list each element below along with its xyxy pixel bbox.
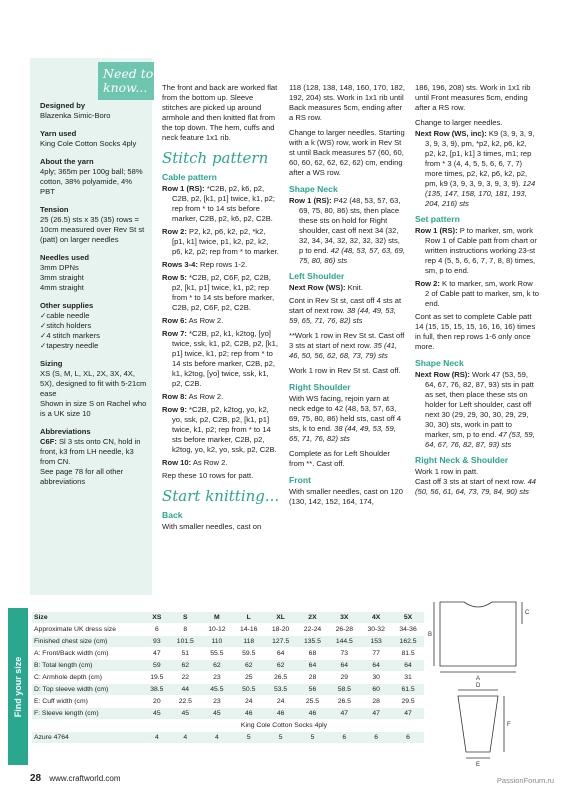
pattern-row [415, 370, 539, 450]
row-label-cell: Approximate UK dress size [32, 624, 144, 636]
sizing-shown-text: Shown in size S on Rachel who is a UK size 10 [40, 399, 147, 418]
row-label: Row 2: [162, 227, 187, 236]
stitch-count: 44 (50, 56, 61, 64, 73, 79, 84, 90) sts [415, 477, 537, 496]
size-value-cell: 28 [297, 672, 329, 684]
row-label: Row 10: [162, 458, 192, 467]
size-value-cell: 45 [201, 708, 233, 720]
supplies-heading: Other supplies [40, 301, 94, 310]
size-value-cell: 118 [233, 636, 265, 648]
pattern-row [162, 184, 280, 224]
row-text: *C2B, p2, k6, p2, C2B, p2, [k1, p1] twice, k1, p2; rep from * to 14 sts before marker, C2B, p2, k6, p2, C2B. [172, 184, 275, 223]
row-label: Row 1 (RS): [415, 226, 458, 235]
pattern-text: Cont as set to complete Cable patt 14 (15, 15, 15, 15, 16, 16, 16) times in full, then rep rows 1-6 only once more. [415, 312, 536, 351]
pattern-text [289, 296, 405, 326]
size-value-cell: 30-32 [360, 624, 392, 636]
size-value-cell: 60 [360, 684, 392, 696]
abbreviations-see-page: See page 78 for all other abbreviations [40, 467, 124, 486]
row-label: Row 6: [162, 316, 187, 325]
size-value-cell: 62 [201, 660, 233, 672]
front-shape-neck-heading: Shape Neck [415, 358, 464, 368]
row-text: *C2B, p2, C6F, p2, C2B, p2, [k1, p1] twice, k1, p2; rep from * to 14 sts before marker, C2B, p2, C6F, p2, C2B. [172, 273, 275, 312]
size-value-cell: 23 [201, 696, 233, 708]
repeat-note: Rep these 10 rows for patt. [162, 471, 254, 480]
size-value-cell: 53.5 [265, 684, 297, 696]
row-label: Row 8: [162, 392, 187, 401]
designer-name: Blazenka Simic-Boro [40, 111, 111, 120]
supply-item: ✓ tapestry needle [40, 341, 148, 351]
row-text: P42 (48, 53, 57, 63, 69, 75, 80, 86) sts, then place these sts on hold for Right shoulder, cast off next 34 (32, 32, 34, 34, 32, 32, 32, 32) sts, p to end. [299, 196, 401, 255]
right-neck-shoulder-heading: Right Neck & Shoulder [415, 455, 509, 465]
pattern-text: Complete as for Left Shoulder from **. Cast off. [289, 449, 390, 468]
table-header-row [32, 612, 424, 624]
sidebar-content [40, 101, 148, 487]
back-body-text: Change to larger needles. Starting with a k (WS) row, work in Rev St st until Back measures 57 (60, 60, 60, 60, 62, 62, 62, 62) cm, ending after a WS row. [289, 128, 405, 177]
back-rib-text: 118 (128, 138, 148, 160, 170, 182, 192, 204) sts. Work in 1x1 rib until Back measures 5cm, ending after a RS row. [289, 83, 405, 122]
size-value-cell: 4 [170, 732, 201, 744]
size-value-cell: 29 [328, 672, 360, 684]
size-value-cell: 25 [233, 672, 265, 684]
size-value-cell: 64 [392, 660, 424, 672]
find-your-size-label: Find your size [13, 656, 23, 717]
row-label-cell: Size [32, 612, 144, 624]
pattern-row [162, 405, 280, 455]
tension-heading: Tension [40, 205, 69, 214]
size-value-cell: 6 [144, 624, 170, 636]
size-value-cell: 47 [328, 708, 360, 720]
table-row [32, 708, 424, 720]
pattern-row [162, 227, 280, 257]
size-value-cell: 5X [392, 612, 424, 624]
row-label: Row 9: [162, 405, 187, 414]
pattern-text [289, 331, 405, 361]
pattern-row [415, 129, 539, 209]
back-text: With smaller needles, cast on [162, 522, 262, 531]
row-label-cell: A: Front/Back width (cm) [32, 648, 144, 660]
size-value-cell: 38.5 [144, 684, 170, 696]
stitch-count: 124 (135, 147, 158, 170, 181, 193, 204, 216) sts [425, 179, 536, 208]
abbreviations-heading: Abbreviations [40, 427, 91, 436]
size-value-cell: 81.5 [392, 648, 424, 660]
needle-item: 3mm DPNs [40, 263, 79, 272]
size-value-cell: L [233, 612, 265, 624]
pattern-row [162, 392, 280, 402]
size-value-cell: 56 [297, 684, 329, 696]
row-text: Cast off 3 sts at start of next row. [415, 477, 528, 486]
size-value-cell: S [170, 612, 201, 624]
size-value-cell: 24 [265, 696, 297, 708]
page-footer [30, 773, 120, 784]
badge-line-1: Need to [103, 66, 154, 81]
back-heading: Back [162, 510, 183, 520]
size-value-cell: 26.5 [328, 696, 360, 708]
size-value-cell: XL [265, 612, 297, 624]
table-row [32, 660, 424, 672]
label-d: D [476, 683, 481, 689]
table-row [32, 696, 424, 708]
pattern-text [415, 477, 539, 497]
size-value-cell: 135.5 [297, 636, 329, 648]
row-label-cell: F: Sleeve length (cm) [32, 708, 144, 720]
row-text: Cont in Rev St st, cast off 4 sts at start of next row. [289, 296, 402, 315]
size-value-cell: 22 [170, 672, 201, 684]
size-value-cell: 61.5 [392, 684, 424, 696]
size-value-cell: 26.5 [265, 672, 297, 684]
size-value-cell: 8 [170, 624, 201, 636]
pattern-column-3 [415, 83, 539, 502]
row-label-cell: Finished chest size (cm) [32, 636, 144, 648]
size-value-cell: 23 [201, 672, 233, 684]
needle-item: 4mm straight [40, 283, 84, 292]
pattern-row [162, 260, 280, 270]
front-rib-text: 186, 196, 208) sts. Work in 1x1 rib until Front measures 5cm, ending after a RS row. [415, 83, 531, 112]
tension-text: 25 (26.5) sts x 35 (35) rows = 10cm measured over Rev St st (patt) on larger needles [40, 215, 145, 244]
stitch-pattern-heading: Stitch pattern [162, 149, 269, 167]
stitch-count: 38 (44, 49, 53, 59, 65, 71, 76, 82) sts [289, 424, 396, 443]
size-value-cell: 64 [297, 660, 329, 672]
yarn-header-row [32, 720, 424, 732]
size-value-cell: 3X [328, 612, 360, 624]
pattern-text: Work 1 row in Rev St st. Cast off. [289, 366, 401, 375]
row-label: Row 2: [415, 279, 440, 288]
size-value-cell: 58.5 [328, 684, 360, 696]
designed-by-heading: Designed by [40, 101, 86, 110]
size-value-cell: 50.5 [233, 684, 265, 696]
size-value-cell: 110 [201, 636, 233, 648]
size-value-cell: 18-20 [265, 624, 297, 636]
size-value-cell: 45 [144, 708, 170, 720]
about-yarn-heading: About the yarn [40, 157, 94, 166]
row-text: *C2B, p2, k2tog, yo, k2, yo, ssk, p2, C2B, p2, [k1, p1] twice, k1, p2; rep from * to 14 sts before marker, C2B, p2, k2tog, yo, k2, yo, ssk, p2, C2B. [172, 405, 277, 454]
size-value-cell: 6 [360, 732, 392, 744]
yarn-header-cell: King Cole Cotton Socks 4ply [144, 720, 424, 732]
size-value-cell: XS [144, 612, 170, 624]
needles-heading: Needles used [40, 253, 89, 262]
size-value-cell: 4 [201, 732, 233, 744]
table-row [32, 648, 424, 660]
size-value-cell: 6 [328, 732, 360, 744]
yarn-used-text: King Cole Cotton Socks 4ply [40, 139, 137, 148]
size-value-cell: 64 [360, 660, 392, 672]
size-value-cell: 5 [265, 732, 297, 744]
size-value-cell: 45 [170, 708, 201, 720]
row-label: Rows 3-4: [162, 260, 198, 269]
stitch-count: 47 (53, 59, 64, 67, 76, 82, 87, 93) sts [425, 430, 535, 449]
label-b: B [428, 632, 433, 638]
size-value-cell: 55.5 [201, 648, 233, 660]
left-shoulder-heading: Left Shoulder [289, 271, 345, 281]
stitch-count: 42 (48, 53, 57, 63, 69, 75, 80, 86) sts [299, 246, 405, 265]
row-text: P2, k2, p6, k2, p2, *k2, [p1, k1] twice, p1, k2, p2, k2, p6, k2, p2; rep from * to marker. [172, 227, 279, 256]
front-text: With smaller needles, cast on 120 (130, 142, 152, 164, 174, [289, 487, 403, 506]
row-text: As Row 2. [186, 392, 224, 401]
size-value-cell: 64 [328, 660, 360, 672]
size-value-cell: 101.5 [170, 636, 201, 648]
row-label-cell: E: Cuff width (cm) [32, 696, 144, 708]
row-label-cell: D: Top sleeve width (cm) [32, 684, 144, 696]
label-e: E [476, 762, 481, 767]
size-value-cell: 10-12 [201, 624, 233, 636]
find-your-size-tab [8, 608, 28, 765]
size-value-cell: 25.5 [297, 696, 329, 708]
label-a: A [476, 676, 481, 682]
size-value-cell: 77 [360, 648, 392, 660]
size-value-cell: 5 [297, 732, 329, 744]
table-row [32, 684, 424, 696]
size-value-cell: 62 [170, 660, 201, 672]
row-text: Work 47 (53, 59, 64, 67, 76, 82, 87, 93) sts in patt as set, then place these sts on holder for Left shoulder, cast off next 30 (29, 29, 30, 30, 29, 29, 30, 30) sts, work in patt to marker, sm, p to end. [425, 370, 534, 439]
size-value-cell: 47 [144, 648, 170, 660]
row-text: K to marker, sm, work Row 2 of Cable patt to marker, sm, k to end. [425, 279, 539, 308]
row-text: With WS facing, rejoin yarn at neck edge to 42 (48, 53, 57, 63, 69, 75, 80, 86) held sts, cast off 4 sts, k to end. [289, 394, 402, 433]
size-value-cell: 46 [297, 708, 329, 720]
stitch-count: 35 (41, 46, 50, 56, 62, 68, 73, 79) sts [289, 341, 398, 360]
size-value-cell: 73 [328, 648, 360, 660]
size-value-cell: 14-16 [233, 624, 265, 636]
row-label-cell: B: Total length (cm) [32, 660, 144, 672]
pattern-row [289, 283, 405, 293]
size-value-cell: 34-36 [392, 624, 424, 636]
yarn-row [32, 732, 424, 744]
pattern-row [162, 458, 280, 468]
label-f: F [507, 722, 511, 728]
abbr-definition: Sl 3 sts onto CN, hold in front, k3 from LH needle, k3 from CN. [40, 437, 141, 466]
row-label-cell: Azure 4764 [32, 732, 144, 744]
start-knitting-heading: Start knitting... [162, 487, 280, 505]
back-shape-neck-heading: Shape Neck [289, 184, 338, 194]
stitch-count: 38 (44, 49, 53, 59, 65, 71, 76, 82) sts [289, 306, 396, 325]
size-value-cell: 162.5 [392, 636, 424, 648]
pattern-row [289, 196, 405, 266]
pattern-row [162, 316, 280, 326]
table-row [32, 636, 424, 648]
body-outline [440, 602, 516, 666]
size-table-body [32, 612, 424, 744]
supply-item: ✓ stitch holders [40, 321, 148, 331]
sleeve-outline [458, 696, 498, 752]
size-value-cell: 2X [297, 612, 329, 624]
row-text: Rep rows 1-2. [197, 260, 248, 269]
row-text: Knit. [345, 283, 363, 292]
abbreviation-c6f [40, 437, 148, 467]
row-label: Row 7: [162, 329, 187, 338]
watermark: PassionForum.ru [496, 776, 554, 785]
pattern-column-1 [162, 83, 280, 537]
table-row [32, 624, 424, 636]
size-value-cell: 46 [265, 708, 297, 720]
size-value-cell: 59 [144, 660, 170, 672]
size-value-cell: 22.5 [170, 696, 201, 708]
site-url: www.craftworld.com [49, 774, 121, 783]
size-value-cell: 28 [360, 696, 392, 708]
pattern-row [162, 329, 280, 389]
yarn-used-heading: Yarn used [40, 129, 77, 138]
front-change-text: Change to larger needles. [415, 118, 503, 127]
label-c: C [525, 610, 530, 616]
row-label: Row 1 (RS): [162, 184, 205, 193]
size-table [32, 612, 424, 744]
row-label: Row 1 (RS): [289, 196, 332, 205]
blank-cell [32, 720, 144, 732]
supply-item: ✓ cable needle [40, 311, 148, 321]
pattern-row [162, 273, 280, 313]
pattern-row [415, 226, 539, 276]
pattern-row [415, 279, 539, 309]
row-text: K9 (3, 9, 3, 9, 3, 9, 3, 9), pm, *p2, k2, p6, k2, p2, k2, [p1, k1] 3 times, m1; rep from * 3 (4, 4, 5, 5, 6, 6, 7, 7) more times, p2, k2, p6, k2, p2, pm, k9 (3, 9, 3, 9, 3, 9, 3, 9). [425, 129, 535, 188]
size-value-cell: 64 [265, 648, 297, 660]
about-yarn-text: 4ply; 365m per 100g ball; 58% cotton, 38% polyamide, 4% PBT [40, 167, 143, 196]
size-value-cell: 93 [144, 636, 170, 648]
abbr-term: C6F: [40, 437, 57, 446]
size-value-cell: 62 [265, 660, 297, 672]
pattern-text: Work 1 row in patt. [415, 467, 479, 476]
size-value-cell: 46 [233, 708, 265, 720]
row-text: **Work 1 row in Rev St st. Cast off 3 sts at start of next row. [289, 331, 405, 350]
sizing-heading: Sizing [40, 359, 63, 368]
size-value-cell: 22-24 [297, 624, 329, 636]
badge-line-2: know... [103, 80, 148, 95]
row-label: Next Row (RS): [415, 370, 470, 379]
page-number: 28 [30, 773, 42, 784]
right-shoulder-heading: Right Shoulder [289, 382, 351, 392]
size-value-cell: 144.5 [328, 636, 360, 648]
size-value-cell: 24 [233, 696, 265, 708]
front-heading: Front [289, 475, 311, 485]
size-value-cell: 5 [233, 732, 265, 744]
size-value-cell: 19.5 [144, 672, 170, 684]
row-label: Next Row (WS): [289, 283, 346, 292]
size-value-cell: 59.5 [233, 648, 265, 660]
row-text: *C2B, p2, k1, k2tog, [yo] twice, ssk, k1, p2, C2B, p2, [k1, p1] twice, k1, p2; rep from * to 14 sts before marker, C2B, p2, k1, k2tog, [yo] twice, ssk, k1, p2, C2B. [172, 329, 278, 388]
needle-item: 3mm straight [40, 273, 84, 282]
size-value-cell: 51 [170, 648, 201, 660]
row-text: P to marker, sm, work Row 1 of Cable patt from chart or written instructions working 23-st rep 4 (5, 5, 6, 6, 7, 7, 8, 8) times, sm, p to end. [425, 226, 537, 275]
size-value-cell: 62 [233, 660, 265, 672]
row-text: As Row 2. [186, 316, 224, 325]
size-value-cell: M [201, 612, 233, 624]
size-value-cell: 31 [392, 672, 424, 684]
cable-pattern-heading: Cable pattern [162, 172, 217, 182]
size-value-cell: 153 [360, 636, 392, 648]
supply-item: ✓ 4 stitch markers [40, 331, 148, 341]
size-value-cell: 29.5 [392, 696, 424, 708]
intro-text: The front and back are worked flat from the bottom up. Sleeve stitches are picked up around armhole and then knitted flat from the top down. The hem, cuffs and neck feature 1x1 rib. [162, 83, 278, 142]
row-label-cell: C: Armhole depth (cm) [32, 672, 144, 684]
set-pattern-heading: Set pattern [415, 214, 460, 224]
row-label: Next Row (WS, inc): [415, 129, 487, 138]
size-value-cell: 20 [144, 696, 170, 708]
size-value-cell: 127.5 [265, 636, 297, 648]
size-value-cell: 4X [360, 612, 392, 624]
size-value-cell: 6 [392, 732, 424, 744]
pattern-text [289, 394, 405, 444]
size-value-cell: 30 [360, 672, 392, 684]
size-value-cell: 44 [170, 684, 201, 696]
size-value-cell: 68 [297, 648, 329, 660]
size-value-cell: 4 [144, 732, 170, 744]
size-value-cell: 47 [360, 708, 392, 720]
size-value-cell: 47 [392, 708, 424, 720]
row-text: As Row 2. [191, 458, 228, 467]
sizing-text: XS (S, M, L, XL, 2X, 3X, 4X, 5X), designed to fit with 5-21cm ease [40, 369, 147, 398]
need-to-know-badge [98, 62, 154, 100]
table-row [32, 672, 424, 684]
pattern-column-2 [289, 83, 405, 512]
size-value-cell: 26-28 [328, 624, 360, 636]
size-value-cell: 45.5 [201, 684, 233, 696]
row-label: Row 5: [162, 273, 187, 282]
garment-schematic [428, 592, 548, 767]
